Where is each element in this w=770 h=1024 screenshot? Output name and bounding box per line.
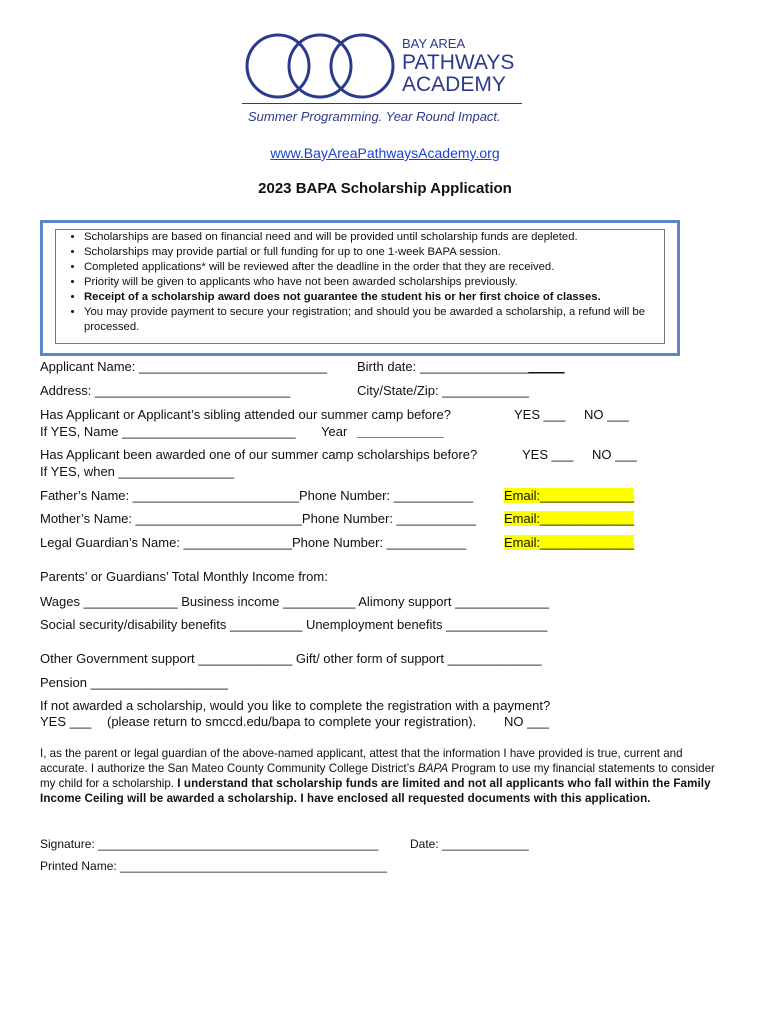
logo-tagline: Summer Programming. Year Round Impact. xyxy=(248,109,501,124)
notes-list xyxy=(56,230,664,335)
note-item: • Completed applications* will be reviewed after the deadline in the order that they are received. xyxy=(84,260,664,275)
father-row[interactable]: Father’s Name: _______________________Phone Number: ___________ xyxy=(40,488,474,503)
mother-email-field[interactable]: Email:_____________ xyxy=(504,511,635,526)
guardian-email-field[interactable]: Email:_____________ xyxy=(504,535,635,550)
father-email-field[interactable]: Email:_____________ xyxy=(504,488,635,503)
pension-field[interactable]: Pension ___________________ xyxy=(40,675,228,690)
mother-row[interactable]: Mother’s Name: _______________________Phone Number: ___________ xyxy=(40,511,477,526)
payment-no-field[interactable]: NO ___ xyxy=(504,714,549,729)
logo-line-pathways: PATHWAYS xyxy=(402,51,515,74)
payment-yes-field[interactable]: YES ___ xyxy=(40,714,92,729)
guardian-row[interactable]: Legal Guardian’s Name: _______________Phone Number: ___________ xyxy=(40,535,467,550)
income-line-wages[interactable]: Wages _____________ Business income __________ Alimony support _____________ xyxy=(40,594,550,609)
logo-line-academy: ACADEMY xyxy=(402,73,506,96)
awarded-question: Has Applicant been awarded one of our summer camp scholarships before? xyxy=(40,447,478,462)
logo-line-bay-area: BAY AREA xyxy=(402,36,466,51)
note-item-bold: • Receipt of a scholarship award does not guarantee the student his or her first choice of classes. xyxy=(84,290,664,305)
sibling-no-field[interactable]: NO ___ xyxy=(584,407,629,422)
birth-date-field[interactable]: Birth date: ____________________ xyxy=(357,359,565,374)
note-item: • Priority will be given to applicants who have not been awarded scholarships previously. xyxy=(84,275,664,290)
logo-divider xyxy=(242,103,522,104)
bapa-italic: BAPA xyxy=(418,762,449,775)
sibling-yes-field[interactable]: YES ___ xyxy=(514,407,566,422)
year-label: Year xyxy=(321,424,348,439)
three-circles-logo-icon xyxy=(240,32,400,102)
date-field[interactable]: Date: _____________ xyxy=(410,837,529,851)
signature-field[interactable]: Signature: __________________________________________ xyxy=(40,837,379,851)
payment-question: If not awarded a scholarship, would you like to complete the registration with a payment? xyxy=(40,698,551,713)
attestation-bold: I understand that scholarship funds are limited and not all applicants who fall within the Family Income Ceiling will be awarded a scholarship. I have enclosed all requested documents with this application. xyxy=(40,777,711,805)
attestation-paragraph: I, as the parent or legal guardian of the above-named applicant, attest that the information I have provided is true, current and accurate. I authorize the San Mateo County Community College District’s BAPA Program to use my financial statements to consider my child for a scholarship. I understand that scholarship funds are limited and not all applicants who fall within the Family Income Ceiling will be awarded a scholarship. I have enclosed all requested documents with this application. xyxy=(40,747,715,805)
sibling-attended-question: Has Applicant or Applicant’s sibling attended our summer camp before? xyxy=(40,407,451,422)
awarded-no-field[interactable]: NO ___ xyxy=(592,447,637,462)
website-link[interactable]: www.BayAreaPathwaysAcademy.org xyxy=(270,145,500,161)
applicant-name-field[interactable]: Applicant Name: __________________________ xyxy=(40,359,327,374)
sibling-name-field[interactable]: If YES, Name ________________________ xyxy=(40,424,296,439)
bapa-logo xyxy=(240,30,530,130)
page-title: 2023 BAPA Scholarship Application xyxy=(258,180,512,197)
awarded-when-field[interactable]: If YES, when ________________ xyxy=(40,464,235,479)
awarded-yes-field[interactable]: YES ___ xyxy=(522,447,574,462)
income-header: Parents’ or Guardians’ Total Monthly Income from: xyxy=(40,569,328,584)
address-field[interactable]: Address: ___________________________ xyxy=(40,383,291,398)
note-item: • Scholarships may provide partial or full funding for up to one 1-week BAPA session. xyxy=(84,245,664,260)
city-state-zip-field[interactable]: City/State/Zip: ____________ xyxy=(357,383,530,398)
printed-name-field[interactable]: Printed Name: ________________________________________ xyxy=(40,859,387,873)
year-field[interactable]: ____________ xyxy=(357,424,444,439)
notes-box xyxy=(40,220,680,356)
note-item: • Scholarships are based on financial need and will be provided until scholarship funds are depleted. xyxy=(84,230,664,245)
note-item: • You may provide payment to secure your registration; and should you be awarded a scholarship, a refund will be processed. xyxy=(84,305,664,335)
notes-box-inner xyxy=(55,229,665,344)
income-line-government[interactable]: Other Government support _____________ Gift/ other form of support _____________ xyxy=(40,651,542,666)
payment-note: (please return to smccd.edu/bapa to complete your registration). xyxy=(107,714,477,729)
income-line-social-security[interactable]: Social security/disability benefits __________ Unemployment benefits ______________ xyxy=(40,617,548,632)
